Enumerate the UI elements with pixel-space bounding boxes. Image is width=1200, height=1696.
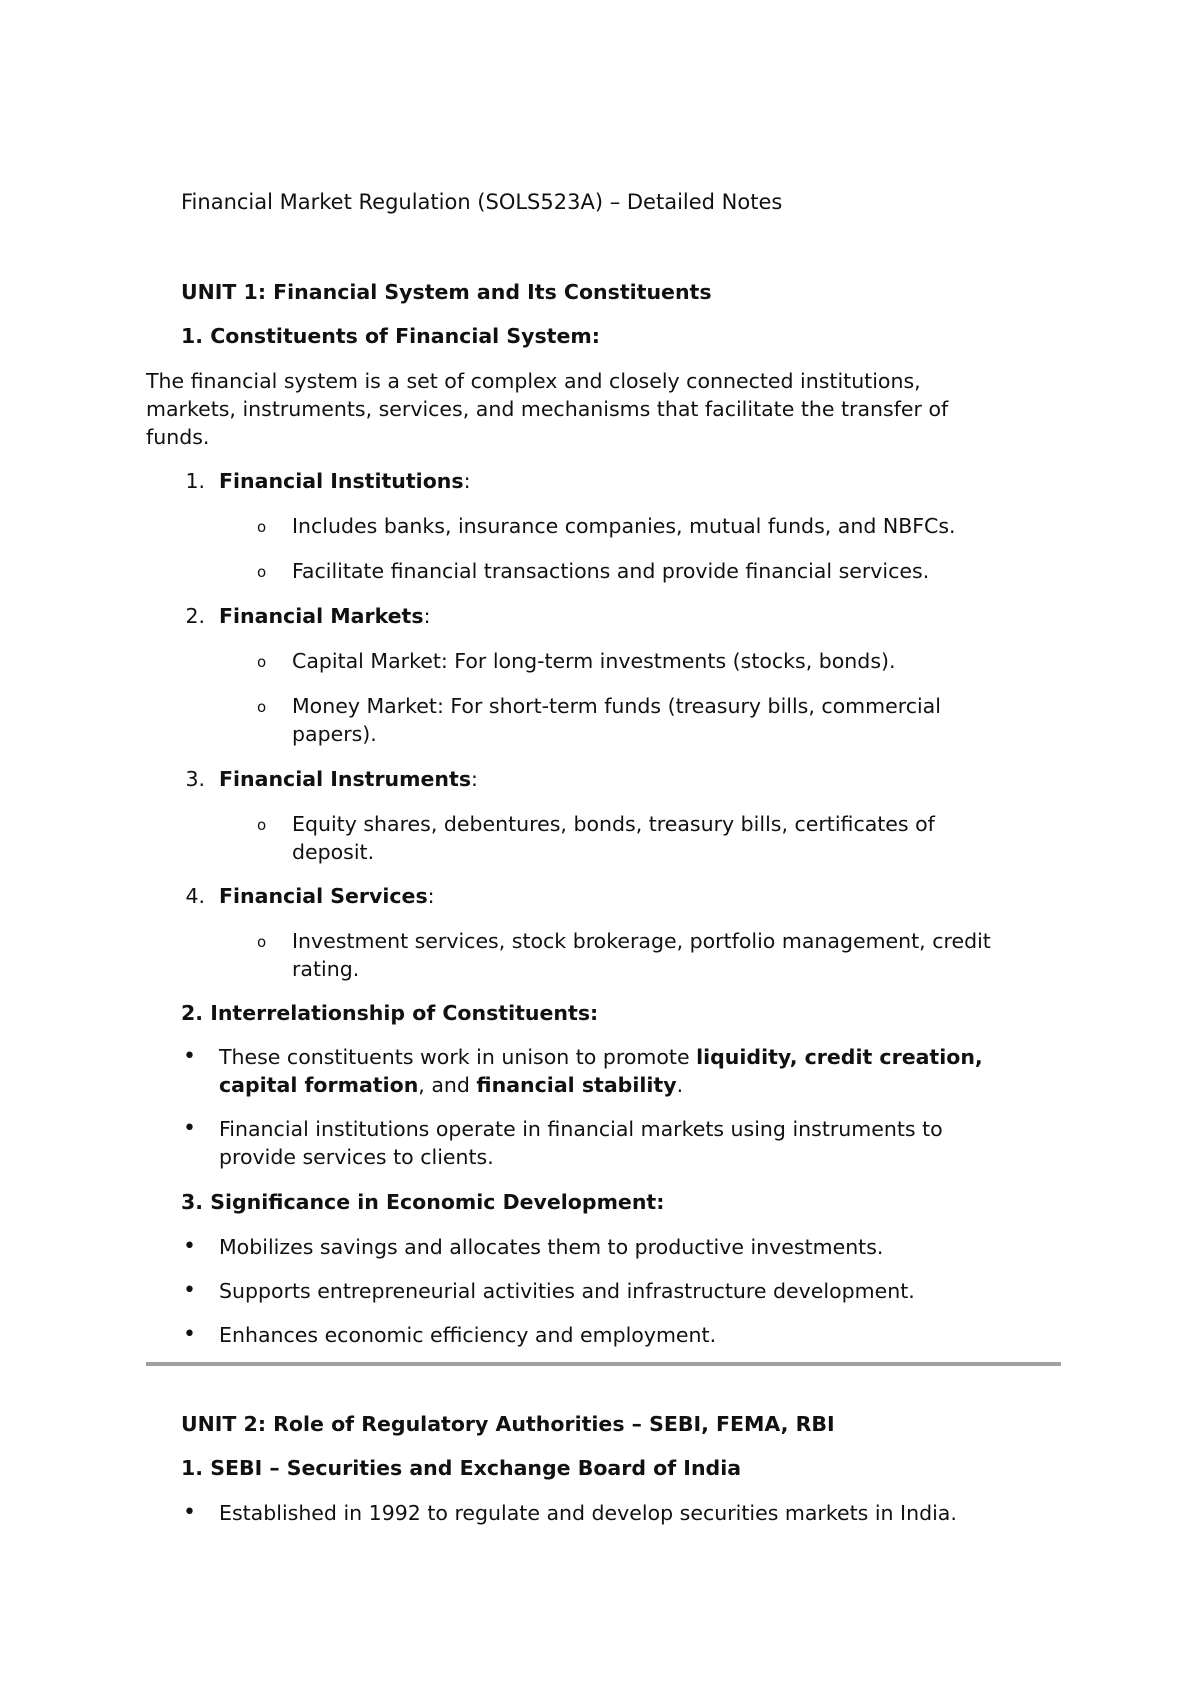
intro-line: The financial system is a set of complex and closely connected institutions,	[146, 369, 921, 393]
bullet-icon: •	[183, 1116, 196, 1141]
bullet-text-continued: provide services to clients.	[219, 1145, 494, 1169]
sub-item: Capital Market: For long-term investments (stocks, bonds).	[292, 649, 896, 673]
item-title: Financial Institutions:	[219, 469, 471, 493]
item-number: 2.	[185, 604, 205, 628]
bullet-text: Supports entrepreneurial activities and infrastructure development.	[219, 1279, 915, 1303]
sub-bullet-icon: o	[257, 563, 267, 581]
bullet-text: Financial institutions operate in financial markets using instruments to	[219, 1117, 943, 1141]
bullet-text-continued: capital formation, and financial stability.	[219, 1073, 684, 1097]
item-number: 4.	[185, 884, 205, 908]
bullet-text: Enhances economic efficiency and employment.	[219, 1323, 717, 1347]
bullet-icon: •	[183, 1278, 196, 1303]
item-title: Financial Markets:	[219, 604, 431, 628]
unit2-heading: UNIT 2: Role of Regulatory Authorities – SEBI, FEMA, RBI	[181, 1412, 835, 1436]
sub-bullet-icon: o	[257, 653, 267, 671]
section-divider	[146, 1362, 1061, 1366]
item-number: 1.	[185, 469, 205, 493]
bullet-icon: •	[183, 1044, 196, 1069]
bullet-icon: •	[183, 1322, 196, 1347]
bullet-icon: •	[183, 1234, 196, 1259]
sub-item-continued: papers).	[292, 722, 377, 746]
unit1-heading: UNIT 1: Financial System and Its Constituents	[181, 280, 712, 304]
intro-line: markets, instruments, services, and mechanisms that facilitate the transfer of	[146, 397, 949, 421]
sub-item: Investment services, stock brokerage, portfolio management, credit	[292, 929, 991, 953]
sub-item: Money Market: For short-term funds (treasury bills, commercial	[292, 694, 941, 718]
bullet-icon: •	[183, 1500, 196, 1525]
sub-bullet-icon: o	[257, 698, 267, 716]
sub-item: Facilitate financial transactions and provide financial services.	[292, 559, 930, 583]
sub-item: Includes banks, insurance companies, mutual funds, and NBFCs.	[292, 514, 956, 538]
sub-item-continued: rating.	[292, 957, 360, 981]
item-number: 3.	[185, 767, 205, 791]
bullet-text: Established in 1992 to regulate and develop securities markets in India.	[219, 1501, 957, 1525]
item-title: Financial Services:	[219, 884, 435, 908]
sub-item: Equity shares, debentures, bonds, treasury bills, certificates of	[292, 812, 935, 836]
item-title: Financial Instruments:	[219, 767, 478, 791]
intro-line: funds.	[146, 425, 210, 449]
sub-bullet-icon: o	[257, 816, 267, 834]
unit2-s1-heading: 1. SEBI – Securities and Exchange Board of India	[181, 1456, 742, 1480]
bullet-text: Mobilizes savings and allocates them to productive investments.	[219, 1235, 884, 1259]
document-title: Financial Market Regulation (SOLS523A) – Detailed Notes	[181, 190, 783, 214]
unit1-s2-heading: 2. Interrelationship of Constituents:	[181, 1001, 599, 1025]
sub-item-continued: deposit.	[292, 840, 375, 864]
unit1-s1-heading: 1. Constituents of Financial System:	[181, 324, 600, 348]
bullet-text: These constituents work in unison to promote liquidity, credit creation,	[219, 1045, 983, 1069]
sub-bullet-icon: o	[257, 518, 267, 536]
sub-bullet-icon: o	[257, 933, 267, 951]
unit1-s3-heading: 3. Significance in Economic Development:	[181, 1190, 665, 1214]
